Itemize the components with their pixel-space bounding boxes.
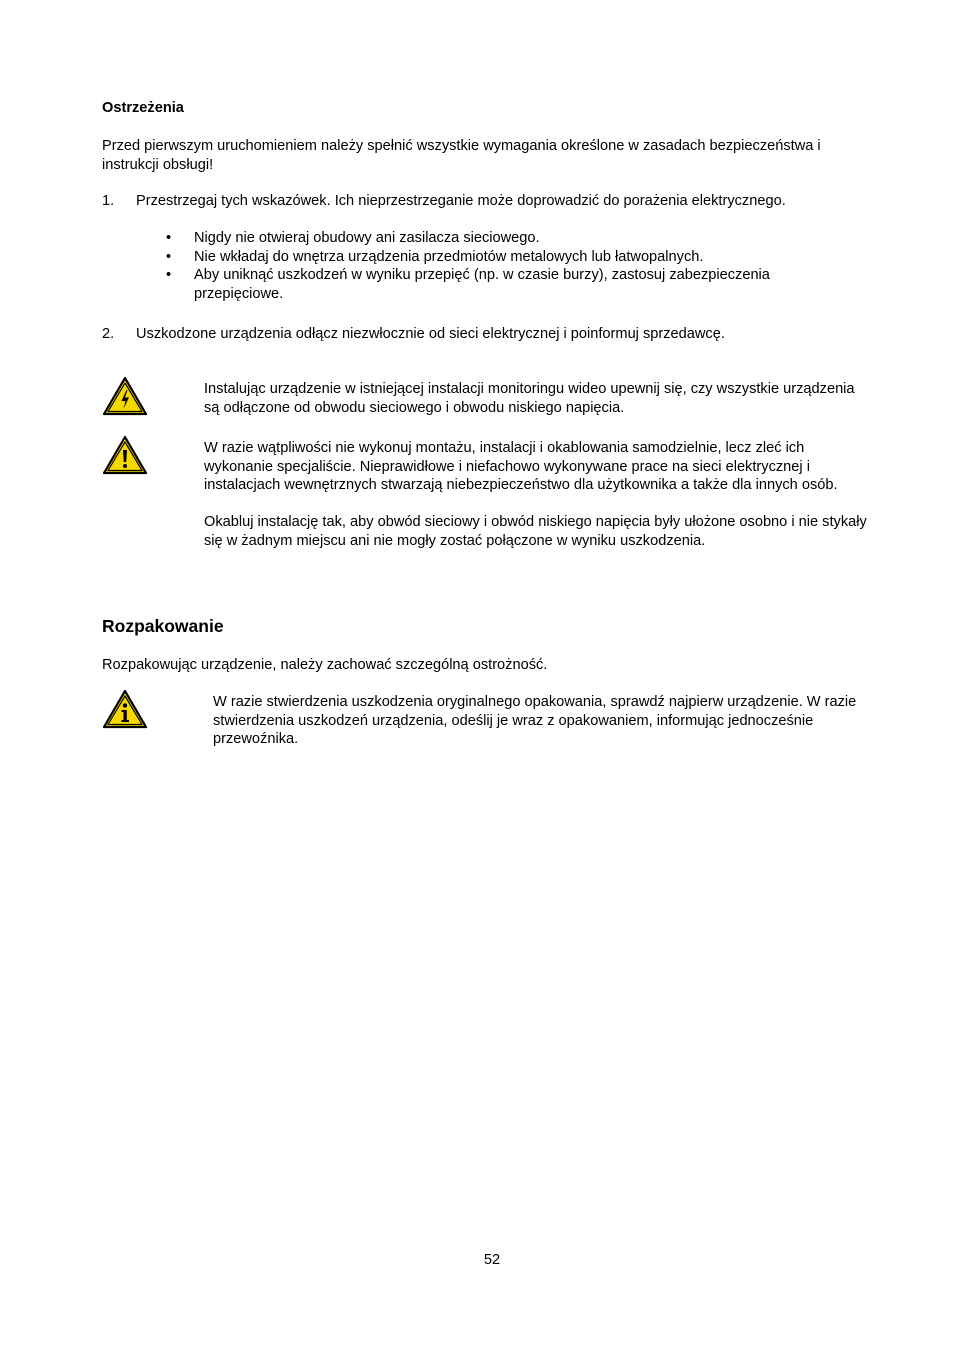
exclamation-warning-icon [102, 435, 148, 475]
notice-caution-text-2: Okabluj instalację tak, aby obwód sieciowy i obwód niskiego napięcia były ułożone osobno i nie stykały się w żadnym miejscu ani nie mogły zostać połączone w wyniku uszkodzenia. [204, 514, 867, 549]
unpacking-intro: Rozpakowując urządzenie, należy zachować szczególną ostrożność. [102, 657, 548, 673]
list-item-1-text: Przestrzegaj tych wskazówek. Ich nieprzestrzeganie może doprowadzić do porażenia elektrycznego. [136, 193, 786, 209]
warnings-intro: Przed pierwszym uruchomieniem należy spełnić wszystkie wymagania określone w zasadach bezpieczeństwa i instrukcji obsługi! [102, 138, 821, 173]
list-item [166, 229, 846, 248]
high-voltage-warning-icon [102, 376, 148, 416]
notice-info-text: W razie stwierdzenia uszkodzenia oryginalnego opakowania, sprawdź najpierw urządzenie. W razie stwierdzenia uszkodzeń urządzenia, odeślij je wraz z opakowaniem, informując jednocześnie przewoźnika. [213, 694, 857, 747]
bullet-text: Aby uniknąć uszkodzeń w wyniku przepięć (np. w czasie burzy), zastosuj zabezpieczenia przepięciowe. [194, 267, 770, 302]
bullet-glyph: • [166, 248, 172, 265]
bullet-glyph: • [166, 267, 172, 283]
list-item-2-text: Uszkodzone urządzenia odłącz niezwłocznie od sieci elektrycznej i poinformuj sprzedawcę. [136, 326, 725, 342]
section-title-unpacking: Rozpakowanie [102, 616, 224, 636]
page-number: 52 [483, 1252, 501, 1268]
list-number-2: 2. [102, 326, 115, 342]
section-title-warnings: Ostrzeżenia [102, 100, 184, 116]
list-item [166, 266, 846, 303]
bullet-text: Nigdy nie otwieraj obudowy ani zasilacza sieciowego. [194, 230, 540, 246]
bullet-text: Nie wkładaj do wnętrza urządzenia przedmiotów metalowych lub łatwopalnych. [194, 248, 704, 265]
bullet-glyph: • [166, 230, 172, 246]
list-number-1: 1. [102, 193, 115, 209]
bullet-list [166, 229, 846, 303]
notice-caution-text-1: W razie wątpliwości nie wykonuj montażu, instalacji i okablowania samodzielnie, lecz zleć ich wykonanie specjaliście. Nieprawidłowe i niefachowo wykonywane prace na sieci elektrycznej i instalacjach wewnętrznych stwarzają niebezpieczeństwo dla użytkownika a także dla innych osób. [204, 440, 838, 493]
notice-electric-text: Instalując urządzenie w istniejącej instalacji monitoringu wideo upewnij się, czy wszystkie urządzenia są odłączone od obwodu sieciowego i obwodu niskiego napięcia. [204, 381, 855, 416]
info-warning-icon [102, 689, 148, 729]
list-item [166, 248, 846, 267]
